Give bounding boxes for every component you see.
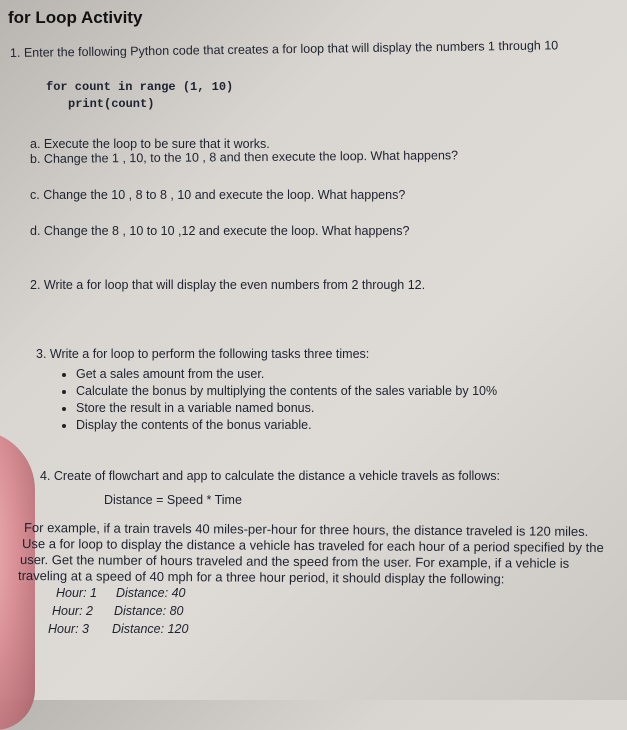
output-distance-1: Distance: 40	[116, 586, 186, 600]
question-1c: c. Change the 10 , 8 to 8 , 10 and execute the loop. What happens?	[30, 188, 406, 202]
question-1a: a. Execute the loop to be sure that it works.	[30, 137, 270, 151]
question-1b: b. Change the 1 , 10, to the 10 , 8 and then execute the loop. What happens?	[29, 148, 459, 166]
bullet-dot	[62, 373, 66, 377]
question-4-para-line-1: For example, if a train travels 40 miles-per-hour for three hours, the distance traveled is 120 miles.	[23, 520, 589, 539]
question-1d: d. Change the 8 , 10 to 10 ,12 and execute the loop. What happens?	[30, 224, 410, 238]
output-hour-3: Hour: 3	[48, 622, 89, 636]
bullet-dot	[62, 424, 66, 428]
question-3-bullet-4: Display the contents of the bonus variable.	[76, 418, 312, 432]
output-distance-2: Distance: 80	[114, 604, 184, 618]
output-hour-1: Hour: 1	[56, 586, 97, 600]
question-3-text: 3. Write a for loop to perform the following tasks three times:	[36, 347, 370, 361]
code-line-1: for count in range (1, 10)	[46, 80, 234, 94]
question-3-bullet-3: Store the result in a variable named bonus.	[76, 401, 315, 415]
bullet-dot	[62, 407, 66, 411]
question-4-para-line-3: user. Get the number of hours traveled and the speed from the user. For example, if a vehicle is	[19, 552, 570, 571]
question-2: 2. Write a for loop that will display the even numbers from 2 through 12.	[30, 278, 426, 292]
code-line-2: print(count)	[68, 97, 155, 111]
distance-formula: Distance = Speed * Time	[104, 493, 242, 507]
bullet-dot	[62, 390, 66, 394]
question-1-text: 1. Enter the following Python code that creates a for loop that will display the numbers 1 through 10	[9, 38, 559, 60]
output-hour-2: Hour: 2	[52, 604, 93, 618]
question-4-text: 4. Create of flowchart and app to calculate the distance a vehicle travels as follows:	[40, 469, 500, 483]
page-title: for Loop Activity	[8, 8, 143, 27]
question-4-para-line-4: traveling at a speed of 40 mph for a three hour period, it should display the following:	[17, 568, 505, 587]
question-3-bullet-2: Calculate the bonus by multiplying the contents of the sales variable by 10%	[76, 384, 498, 398]
question-4-para-line-2: Use a for loop to display the distance a vehicle has traveled for each hour of a period specified by the	[21, 536, 604, 556]
question-3-bullet-1: Get a sales amount from the user.	[76, 367, 265, 381]
output-distance-3: Distance: 120	[112, 622, 189, 636]
